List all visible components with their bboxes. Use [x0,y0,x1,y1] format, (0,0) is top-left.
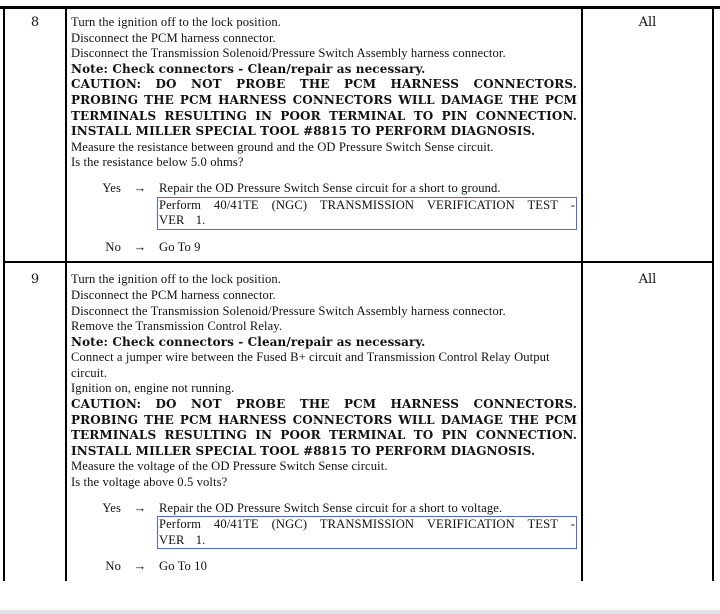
horizontal-scrollbar[interactable] [0,610,720,614]
no-label: No [105,559,121,574]
instruction: Turn the ignition off to the lock position. [71,15,281,29]
instruction: Connect a jumper wire between the Fused B+ circuit and Transmission Control Relay Output circuit. [71,350,550,380]
arrow-icon: → [133,180,147,195]
applicability: All [581,263,712,581]
instruction: Disconnect the PCM harness connector. [71,287,276,302]
action-cell [71,6,577,261]
instruction: Disconnect the PCM harness connector. [71,30,276,45]
goto-link[interactable]: Go To 10 [159,559,207,574]
table-row-step-8 [5,6,712,263]
verification-test-link[interactable]: Perform 40/41TE (NGC) TRANSMISSION VERIFICATION TEST - VER 1. [157,197,577,230]
yes-answer [71,181,577,230]
yes-label: Yes [102,180,121,195]
note: Note: Check connectors - Clean/repair as necessary. [71,61,426,76]
question: Is the voltage above 0.5 volts? [71,475,228,490]
note: Note: Check connectors - Clean/repair as necessary. [71,334,426,349]
no-label: No [105,239,121,254]
arrow-icon: → [133,500,147,515]
table-row-step-9 [5,263,712,581]
diagnostic-table [3,6,714,581]
instruction: Ignition on, engine not running. [71,381,235,396]
step-number: 9 [5,263,67,581]
yes-text: Repair the OD Pressure Switch Sense circuit for a short to voltage. [159,500,503,515]
yes-text: Repair the OD Pressure Switch Sense circuit for a short to ground. [159,180,501,195]
instruction: Remove the Transmission Control Relay. [71,319,283,334]
instruction: Disconnect the Transmission Solenoid/Pressure Switch Assembly harness connector. [71,303,506,318]
goto-link[interactable]: Go To 9 [159,239,201,254]
yes-label: Yes [102,500,121,515]
step-number: 8 [5,6,67,261]
instruction: Measure the resistance between ground and the OD Pressure Switch Sense circuit. [71,139,494,154]
question: Is the resistance below 5.0 ohms? [71,155,244,170]
verification-test-link[interactable]: Perform 40/41TE (NGC) TRANSMISSION VERIFICATION TEST - VER 1. [157,516,577,549]
instruction: Disconnect the Transmission Solenoid/Pressure Switch Assembly harness connector. [71,46,506,61]
caution: CAUTION: DO NOT PROBE THE PCM HARNESS CONNECTORS. PROBING THE PCM HARNESS CONNECTORS WILL DAMAGE THE PCM TERMINALS RESULTING IN POOR TERMINAL TO PIN CONNECTION. INSTALL MILLER SPECIAL TOOL #8815 TO PERFORM DIAGNOSIS. [71,77,577,139]
yes-answer [71,501,577,550]
no-answer [71,559,577,575]
caution: CAUTION: DO NOT PROBE THE PCM HARNESS CONNECTORS. PROBING THE PCM HARNESS CONNECTORS WILL DAMAGE THE PCM TERMINALS RESULTING IN POOR TERMINAL TO PIN CONNECTION. INSTALL MILLER SPECIAL TOOL #8815 TO PERFORM DIAGNOSIS. [71,397,577,458]
instruction: Turn the ignition off to the lock position. [71,272,281,287]
applicability: All [581,6,712,261]
no-answer [71,240,577,256]
arrow-icon: → [133,559,147,574]
instruction: Measure the voltage of the OD Pressure Switch Sense circuit. [71,459,388,474]
arrow-icon: → [133,239,147,254]
action-cell [71,263,577,581]
